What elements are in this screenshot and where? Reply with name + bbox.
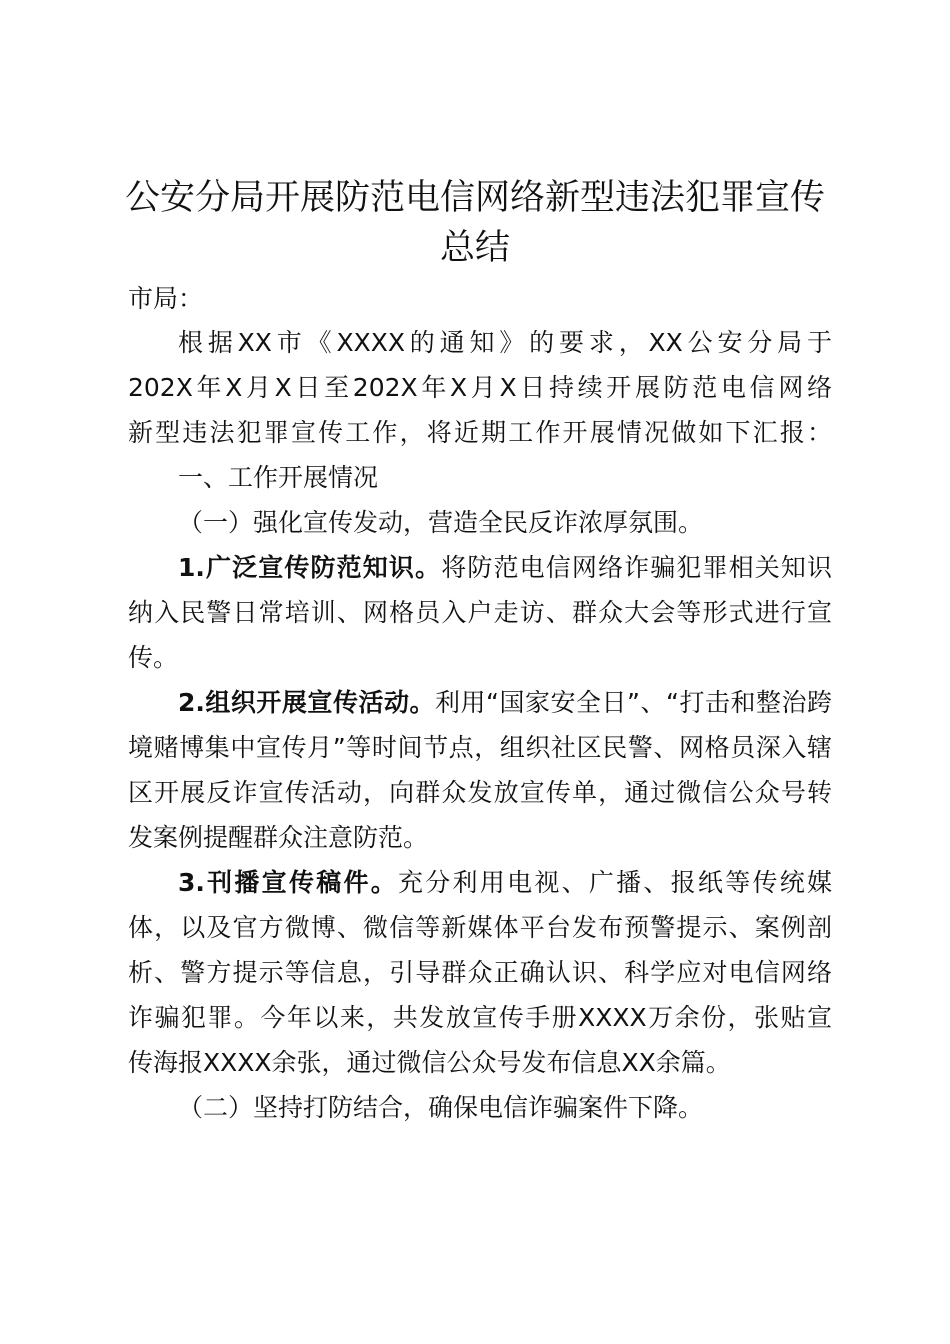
- item-3-line-2: 体，以及官方微博、微信等新媒体平台发布预警提示、案例剖: [128, 913, 832, 942]
- item-1-line-3: 传。: [128, 643, 179, 672]
- item-1-line-2: 纳入民警日常培训、网格员入户走访、群众大会等形式进行宣: [128, 598, 832, 627]
- item-2-line-2: 境赌博集中宣传月”等时间节点，组织社区民警、网格员深入辖: [128, 733, 832, 762]
- item-3-line-5: 传海报XXXX余张，通过微信公众号发布信息XX余篇。: [128, 1048, 731, 1077]
- item-2-text: 利用“国家安全日”、“打击和整治跨: [434, 688, 832, 717]
- document-title-line-1: 公安分局开展防范电信网络新型违法犯罪宣传: [124, 178, 825, 218]
- item-1-line-1: [178, 551, 832, 585]
- item-1-heading: 1.广泛宣传防范知识。: [178, 553, 442, 582]
- document-title-line-2: 总结: [439, 228, 510, 268]
- subsection-heading-2: （二）坚持打防结合，确保电信诈骗案件下降。: [178, 1093, 704, 1122]
- item-2-line-4: 发案例提醒群众注意防范。: [128, 823, 429, 852]
- item-2-line-1: [178, 686, 832, 720]
- item-3-text: 充分利用电视、广播、报纸等传统媒: [398, 868, 832, 897]
- item-2-heading: 2.组织开展宣传活动。: [178, 688, 435, 717]
- item-3-line-1: [178, 866, 832, 900]
- item-3-heading: 3.刊播宣传稿件。: [178, 868, 399, 897]
- intro-line-1: 根据XX市《XXXX的通知》的要求，XX公安分局于: [178, 328, 832, 357]
- item-3-line-4: 诈骗犯罪。今年以来，共发放宣传手册XXXX万余份，张贴宣: [128, 1003, 832, 1032]
- item-3-line-3: 析、警方提示等信息，引导群众正确认识、科学应对电信网络: [128, 958, 832, 987]
- intro-line-2: 202X年X月X日至202X年X月X日持续开展防范电信网络: [128, 373, 832, 402]
- subsection-heading-1: （一）强化宣传发动，营造全民反诈浓厚氛围。: [178, 508, 704, 537]
- salutation: 市局：: [128, 284, 204, 313]
- intro-line-3: 新型违法犯罪宣传工作，将近期工作开展情况做如下汇报：: [128, 418, 832, 447]
- item-1-text: 将防范电信网络诈骗犯罪相关知识: [441, 553, 832, 582]
- section-heading: 一、工作开展情况: [178, 463, 379, 492]
- item-2-line-3: 区开展反诈宣传活动，向群众发放宣传单，通过微信公众号转: [128, 778, 832, 807]
